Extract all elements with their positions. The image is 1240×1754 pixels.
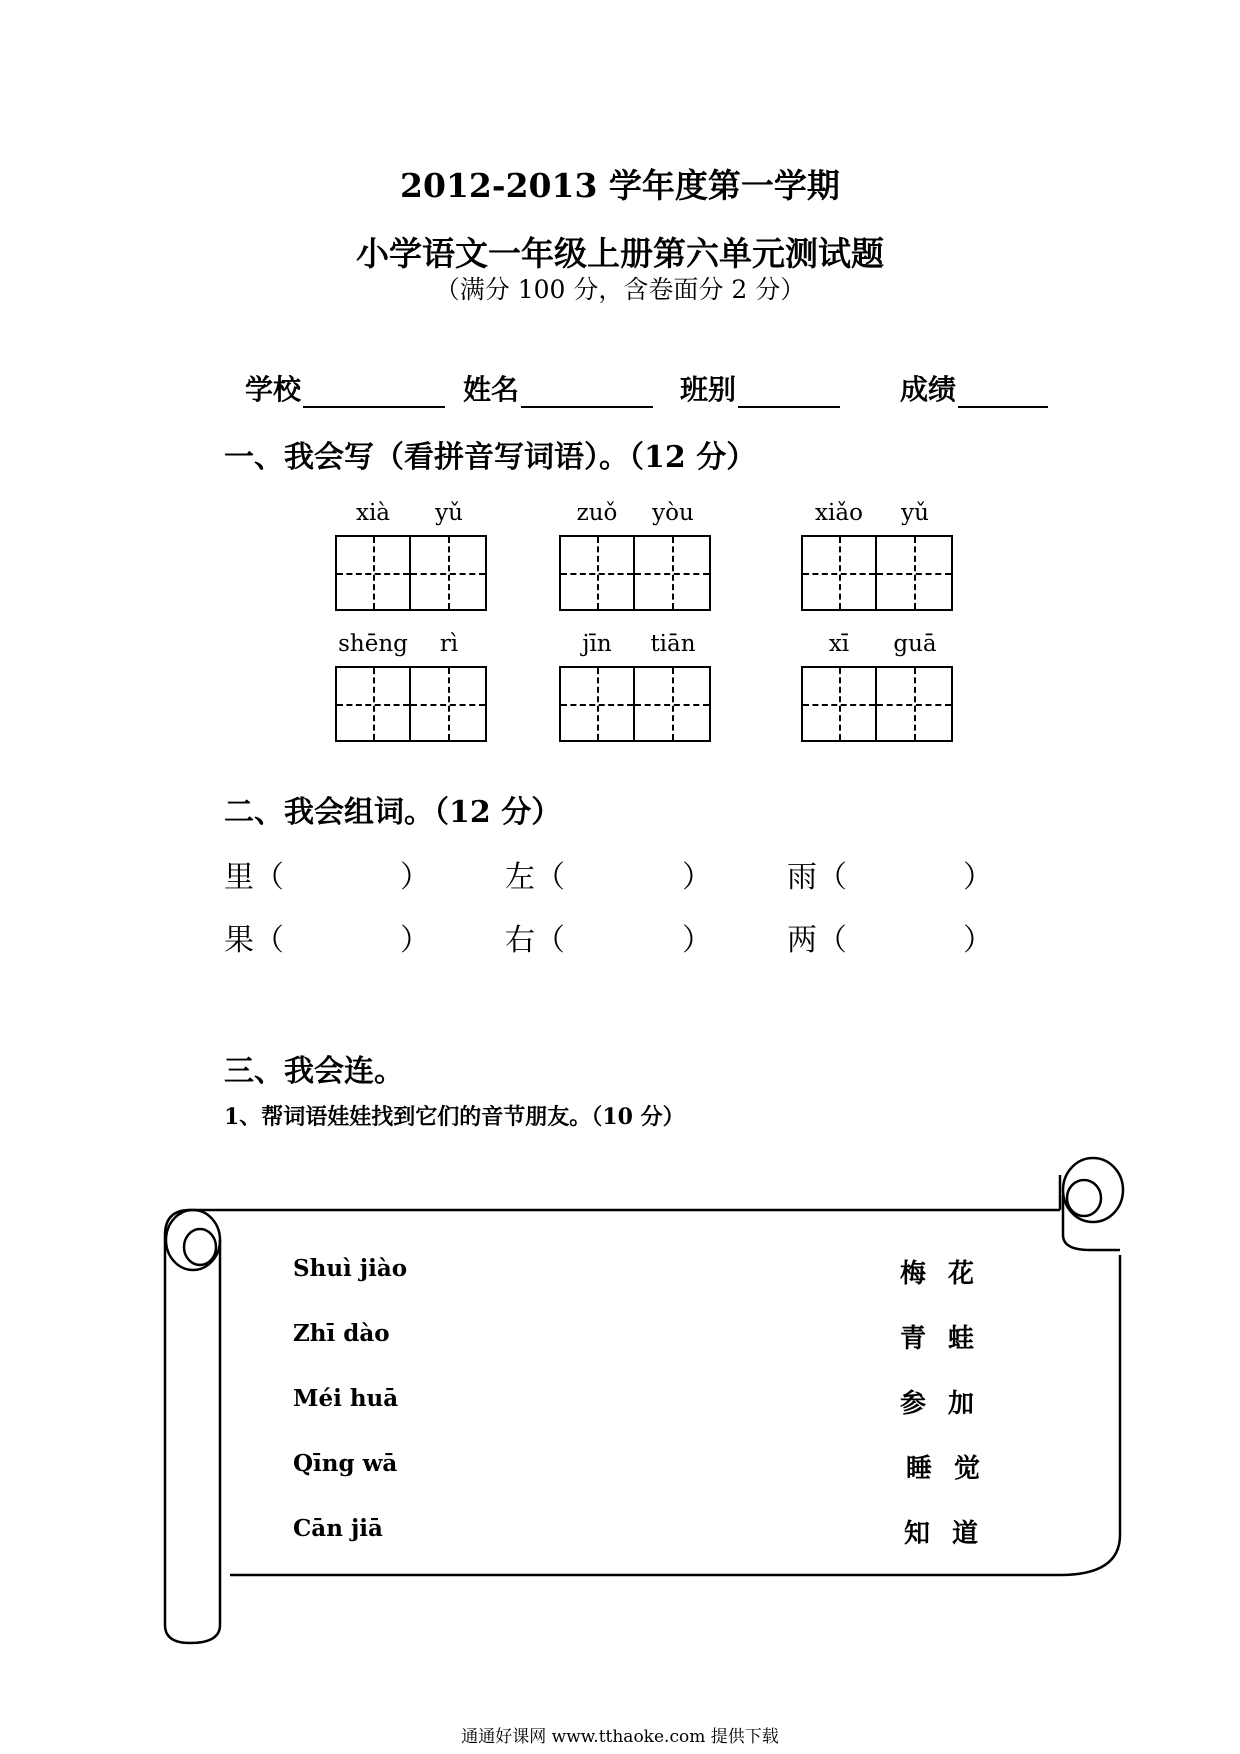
- word-option[interactable]: 参加: [900, 1389, 997, 1419]
- writing-cell[interactable]: [877, 535, 953, 611]
- word-item: 里（: [224, 860, 284, 895]
- section3-heading: 三、我会连。: [224, 1054, 404, 1089]
- pinyin-syllable: tiān: [650, 631, 696, 657]
- pinyin-syllable: yǔ: [435, 500, 463, 526]
- name-field[interactable]: [463, 368, 653, 408]
- exam-score-note: （满分 100 分，含卷面分 2 分）: [434, 275, 806, 304]
- writing-cell[interactable]: [335, 535, 411, 611]
- writing-cell[interactable]: [801, 666, 877, 742]
- word-option[interactable]: 青蛙: [900, 1324, 997, 1354]
- class-field[interactable]: [680, 368, 840, 408]
- pinyin-syllable: guā: [893, 631, 937, 657]
- writing-cell[interactable]: [559, 666, 635, 742]
- word-item: 雨（: [787, 860, 847, 895]
- pinyin-syllable: yòu: [652, 500, 694, 526]
- word-option[interactable]: 梅花: [900, 1259, 997, 1289]
- writing-cell[interactable]: [411, 666, 487, 742]
- word-item: 左（: [505, 860, 565, 895]
- writing-cell[interactable]: [335, 666, 411, 742]
- pinyin-syllable: zuǒ: [576, 500, 618, 526]
- name-label: 姓名: [463, 373, 520, 406]
- pinyin-syllable: rì: [439, 631, 459, 657]
- score-field[interactable]: [900, 368, 1048, 408]
- name-line[interactable]: [521, 376, 653, 408]
- pinyin-option[interactable]: Cān jiā: [293, 1515, 383, 1542]
- pinyin-syllable: xī: [828, 631, 850, 657]
- section2-heading: 二、我会组词。（12 分）: [224, 795, 562, 830]
- word-item: 果（: [224, 923, 284, 958]
- writing-cell[interactable]: [877, 666, 953, 742]
- section3-sub1: 1、帮词语娃娃找到它们的音节朋友。（10 分）: [224, 1104, 685, 1130]
- writing-cell[interactable]: [635, 535, 711, 611]
- pinyin-syllable: jīn: [582, 631, 612, 657]
- pinyin-option[interactable]: Qīng wā: [293, 1450, 398, 1477]
- pinyin-syllable: yǔ: [901, 500, 929, 526]
- school-field[interactable]: [245, 368, 445, 408]
- word-blank-close[interactable]: ）: [963, 923, 993, 958]
- word-option[interactable]: 知道: [904, 1519, 1001, 1549]
- writing-cell[interactable]: [411, 535, 487, 611]
- class-label: 班别: [680, 373, 737, 406]
- exam-title-year: 2012-2013 学年度第一学期: [400, 166, 840, 205]
- word-blank-close[interactable]: ）: [682, 923, 712, 958]
- pinyin-option[interactable]: Zhī dào: [293, 1320, 390, 1347]
- pinyin-syllable: shēng: [338, 631, 408, 657]
- word-blank-close[interactable]: ）: [400, 923, 430, 958]
- writing-cell[interactable]: [801, 535, 877, 611]
- word-item: 右（: [505, 923, 565, 958]
- school-line[interactable]: [303, 376, 445, 408]
- class-line[interactable]: [738, 376, 840, 408]
- footer-source: 通通好课网 www.tthaoke.com 提供下载: [461, 1727, 779, 1747]
- word-option[interactable]: 睡觉: [906, 1454, 1003, 1484]
- word-blank-close[interactable]: ）: [682, 860, 712, 895]
- word-item: 两（: [787, 923, 847, 958]
- pinyin-option[interactable]: Shuì jiào: [293, 1255, 408, 1282]
- word-blank-close[interactable]: ）: [400, 860, 430, 895]
- section1-heading: 一、我会写（看拼音写词语）。（12 分）: [224, 440, 757, 475]
- school-label: 学校: [245, 373, 302, 406]
- pinyin-syllable: xià: [355, 500, 391, 526]
- score-label: 成绩: [900, 373, 957, 406]
- pinyin-syllable: xiǎo: [815, 500, 863, 526]
- writing-cell[interactable]: [635, 666, 711, 742]
- writing-cell[interactable]: [559, 535, 635, 611]
- score-line[interactable]: [958, 376, 1048, 408]
- pinyin-option[interactable]: Méi huā: [293, 1385, 399, 1412]
- exam-title-subject: 小学语文一年级上册第六单元测试题: [356, 234, 884, 273]
- word-blank-close[interactable]: ）: [963, 860, 993, 895]
